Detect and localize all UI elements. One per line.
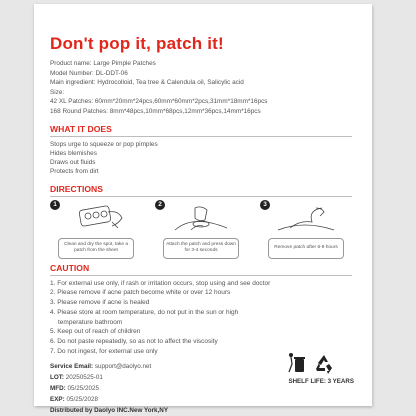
disposal-icons (288, 352, 334, 374)
list-item: Stops urge to squeeze or pop pimples (50, 140, 158, 148)
package-label (34, 4, 372, 415)
step-number: 2 (155, 200, 165, 210)
headline: Don't pop it, patch it! (50, 34, 224, 53)
divider (50, 275, 352, 276)
lot-label: LOT: (50, 374, 64, 382)
what-it-does-title: WHAT IT DOES (50, 123, 112, 134)
caution-item: 6. Do not paste repeatedly, so as not to affect the viscosity (50, 337, 218, 345)
info-line: 42 XL Patches: 60mm*20mm*24pcs,60mm*60mm*2pcs,31mm*18mm*16pcs (50, 98, 268, 106)
caution-item: 2. Please remove if acne patch become white or over 12 hours (50, 289, 231, 297)
info-line: Main ingredient: Hydrocolloid, Tea tree & Calendula oil, Salicylic acid (50, 79, 244, 87)
caution-title: CAUTION (50, 262, 90, 273)
mfd-label: MFD: (50, 385, 66, 393)
list-item: Hides blemishes (50, 149, 97, 157)
product-info (50, 59, 352, 117)
caution-item: 3. Please remove if acne is healed (50, 299, 150, 307)
step-number: 1 (50, 200, 60, 210)
exp-row (50, 394, 352, 405)
directions-steps (50, 200, 352, 260)
recycle-icon (314, 354, 334, 374)
shelf-life: SHELF LIFE: 3 YEARS (288, 378, 354, 385)
caution-item: 5. Keep out of reach of children (50, 328, 141, 336)
directions-title: DIRECTIONS (50, 183, 103, 194)
mfd-row (50, 383, 352, 394)
service-email-label: Service Email: (50, 363, 94, 371)
divider (50, 196, 352, 197)
caution-item: temperature bathroom (58, 318, 123, 326)
step-caption: Attach the patch and press down for 3-4 seconds (163, 238, 239, 259)
step-1 (50, 200, 142, 260)
caution-item: 1. For external use only, if rash or irritation occurs, stop using and see doctor (50, 279, 271, 287)
list-item: Draws out fluids (50, 159, 96, 167)
caution-item: 4. Please store at room temperature, do not put in the sun or high (50, 308, 239, 316)
divider (50, 136, 352, 137)
distributed-by: Distributed by Daolyo INC.New York,NY (50, 407, 169, 415)
trash-bin-person-icon (288, 352, 306, 374)
step-number: 3 (260, 200, 270, 210)
exp-value: 05/25/2028 (66, 396, 98, 404)
service-email-value: support@daolyo.net (94, 363, 152, 371)
step-caption: Clean and dry the spot, take a patch from the sheet (58, 238, 134, 259)
caution-item: 7. Do not ingest, for external use only (50, 347, 158, 355)
caution-list (50, 279, 352, 357)
info-line: Size: (50, 88, 65, 96)
step-caption: Remove patch after 6-8 hours (268, 238, 344, 259)
info-line: 168 Round Patches: 8mm*48pcs,10mm*68pcs,12mm*36pcs,14mm*16pcs (50, 107, 261, 115)
mfd-value: 05/25/2025 (67, 385, 100, 393)
step-2 (155, 200, 247, 260)
info-line: Model Number: DL-DDT-06 (50, 69, 128, 77)
info-line: Product name: Large Pimple Patches (50, 60, 156, 67)
exp-label: EXP: (50, 396, 65, 404)
lot-value: 20250525-01 (65, 374, 103, 382)
step-3 (260, 200, 352, 260)
what-it-does-list (50, 140, 352, 177)
list-item: Protects from dirt (50, 168, 99, 176)
